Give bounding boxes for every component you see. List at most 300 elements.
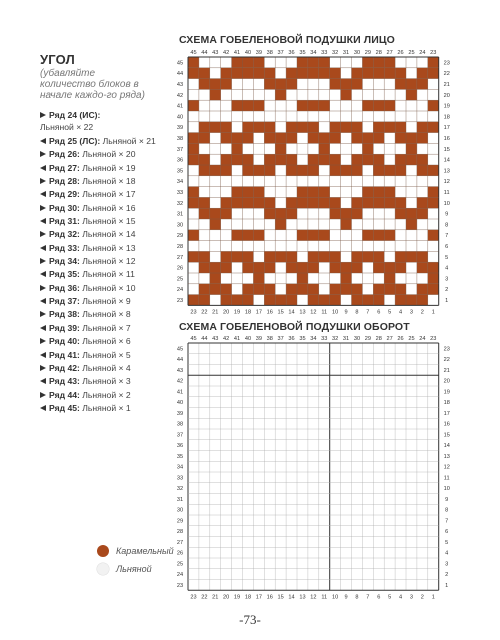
column-number-bottom: 16 [266,594,273,601]
pattern-cell-caramel [330,79,341,90]
pattern-cell-caramel [286,208,297,219]
pattern-cell-caramel [373,122,384,133]
pattern-cell-caramel [221,208,232,219]
column-number-top: 32 [332,50,339,56]
row-label: Ряд 42: [49,362,80,373]
row-instruction [40,322,180,335]
column-number-bottom: 19 [233,309,241,316]
row-number-right: 14 [443,443,450,450]
row-number-left: 42 [176,92,184,99]
row-number-right: 15 [443,146,450,153]
arrow-left-icon [40,352,46,358]
pattern-cell-caramel [275,89,286,100]
arrow-right-icon [40,311,46,317]
pattern-cell-caramel [341,262,352,273]
pattern-cell-caramel [352,122,363,133]
column-number-bottom: 7 [366,309,370,316]
column-number-top: 23 [430,50,437,56]
pattern-cell-caramel [297,57,308,68]
pattern-cell-caramel [199,79,210,90]
pattern-cell-caramel [243,284,254,295]
pattern-cell-caramel [297,165,308,176]
column-number-bottom: 12 [310,309,317,316]
pattern-cell-caramel [286,165,297,176]
row-number-right: 16 [443,136,450,142]
column-number-top: 23 [430,336,437,342]
pattern-cell-caramel [264,68,275,79]
pattern-cell-caramel [199,295,210,306]
pattern-cell-caramel [384,68,395,79]
pattern-cell-caramel [428,273,439,284]
row-number-right: 17 [443,410,450,417]
column-number-top: 41 [233,336,241,342]
pattern-cell-caramel [341,79,352,90]
row-instruction [40,188,180,201]
pattern-cell-caramel [308,295,319,306]
row-number-left: 31 [176,211,184,218]
arrow-left-icon [40,245,46,251]
front-pattern-chart [170,42,450,316]
column-number-bottom: 23 [190,309,197,316]
row-number-left: 33 [176,475,184,482]
pattern-cell-caramel [362,68,373,79]
row-label: Ряд 34: [49,256,80,267]
column-number-top: 38 [266,50,273,56]
row-number-right: 5 [445,539,449,546]
linen-swatch [97,563,109,575]
row-value: Льняной × 18 [82,176,136,187]
pattern-cell-caramel [417,154,428,165]
row-number-left: 38 [176,136,184,142]
row-value: Льняной × 8 [82,309,131,320]
column-number-bottom: 5 [388,309,392,316]
pattern-cell-caramel [199,262,210,273]
pattern-cell-caramel [264,208,275,219]
column-number-top: 42 [223,50,230,56]
pattern-cell-caramel [428,187,439,198]
pattern-cell-caramel [352,262,363,273]
row-label: Ряд 45: [49,402,80,413]
row-number-right: 5 [445,254,449,261]
pattern-cell-caramel [199,251,210,262]
pattern-cell-caramel [417,122,428,133]
pattern-cell-caramel [417,208,428,219]
row-label: Ряд 35: [49,269,80,280]
pattern-cell-caramel [232,68,243,79]
pattern-cell-caramel [395,165,406,176]
pattern-cell-caramel [373,165,384,176]
pattern-cell-caramel [308,154,319,165]
row-value: Льняной × 5 [82,349,131,360]
column-number-bottom: 13 [299,594,306,601]
pattern-cell-caramel [330,165,341,176]
pattern-cell-caramel [428,262,439,273]
pattern-cell-caramel [221,133,232,144]
pattern-cell-caramel [253,262,264,273]
row-number-left: 32 [176,200,184,207]
row-number-right: 3 [445,276,449,283]
column-number-top: 41 [233,50,241,56]
pattern-cell-caramel [319,57,330,68]
row-list [40,135,180,415]
column-number-bottom: 11 [321,594,328,601]
row-number-left: 31 [176,496,184,503]
column-number-bottom: 6 [377,309,381,316]
pattern-cell-caramel [330,68,341,79]
row-instruction [40,162,180,175]
pattern-cell-caramel [199,197,210,208]
row-number-right: 8 [445,222,449,229]
column-number-top: 40 [244,50,252,56]
pattern-cell-caramel [210,273,221,284]
row-number-right: 11 [443,190,450,196]
back-pattern-chart [170,332,450,602]
arrow-left-icon [40,271,46,277]
pattern-cell-caramel [243,197,254,208]
pattern-cell-caramel [417,68,428,79]
column-number-top: 27 [386,50,393,56]
row-number-left: 25 [176,561,184,568]
pattern-cell-caramel [221,122,232,133]
pattern-cell-caramel [330,295,341,306]
column-number-bottom: 13 [299,309,306,316]
row-number-right: 9 [445,211,449,218]
pattern-cell-caramel [384,197,395,208]
pattern-cell-caramel [188,100,199,111]
column-number-bottom: 19 [233,594,241,601]
row-instruction [40,375,180,388]
pattern-cell-caramel [384,284,395,295]
row-number-right: 1 [445,298,449,304]
pattern-cell-caramel [352,251,363,262]
row-number-right: 20 [443,378,450,385]
column-number-top: 31 [342,50,350,56]
pattern-cell-caramel [362,295,373,306]
pattern-cell-caramel [297,100,308,111]
row-number-right: 13 [443,453,450,460]
pattern-cell-caramel [297,197,308,208]
pattern-cell-caramel [308,165,319,176]
pattern-cell-caramel [308,230,319,241]
column-number-bottom: 9 [344,594,348,601]
pattern-cell-caramel [330,284,341,295]
row-instruction [40,135,180,148]
pattern-cell-caramel [373,154,384,165]
pattern-cell-caramel [188,251,199,262]
pattern-cell-caramel [297,273,308,284]
row-value: Льняной × 13 [82,242,136,253]
column-number-top: 29 [364,336,371,342]
column-number-bottom: 12 [310,594,317,601]
pattern-cell-caramel [428,284,439,295]
arrow-left-icon [40,325,46,331]
row-label: Ряд 32: [49,229,80,240]
pattern-cell-caramel [362,251,373,262]
pattern-cell-caramel [264,295,275,306]
pattern-cell-caramel [253,68,264,79]
pattern-cell-caramel [362,133,373,144]
row-number-right: 12 [443,179,450,186]
row-number-left: 37 [176,432,184,439]
pattern-cell-caramel [362,187,373,198]
pattern-cell-caramel [253,100,264,111]
pattern-cell-caramel [243,295,254,306]
pattern-cell-caramel [406,154,417,165]
row-number-right: 11 [443,475,450,482]
column-number-bottom: 20 [223,309,230,316]
column-number-top: 33 [321,336,328,342]
pattern-cell-caramel [417,284,428,295]
pattern-cell-caramel [373,68,384,79]
arrow-right-icon [40,231,46,237]
arrow-left-icon [40,298,46,304]
pattern-cell-caramel [417,251,428,262]
pattern-cell-caramel [373,187,384,198]
row-instruction [40,402,180,415]
column-number-top: 30 [353,336,361,342]
pattern-cell-caramel [188,133,199,144]
row-label: Ряд 26: [49,149,80,160]
pattern-cell-caramel [352,197,363,208]
pattern-cell-caramel [253,284,264,295]
pattern-cell-caramel [210,262,221,273]
row-number-left: 43 [176,367,184,374]
row-label: Ряд 38: [49,309,80,320]
row-instruction [40,362,180,375]
pattern-cell-caramel [308,284,319,295]
pattern-cell-caramel [417,165,428,176]
row-number-right: 6 [445,529,449,536]
pattern-cell-caramel [352,284,363,295]
row-number-left: 29 [176,518,184,525]
pattern-cell-caramel [384,57,395,68]
pattern-cell-caramel [406,219,417,230]
pattern-cell-caramel [395,295,406,306]
pattern-cell-caramel [253,165,264,176]
row-number-left: 26 [176,265,184,272]
pattern-cell-caramel [406,89,417,100]
row-number-left: 42 [176,378,184,385]
row-value: Льняной × 1 [82,402,131,413]
pattern-cell-caramel [341,165,352,176]
pattern-cell-caramel [384,230,395,241]
pattern-cell-caramel [286,251,297,262]
row-24-value: Льняной × 22 [40,122,94,132]
column-number-top: 35 [299,50,306,56]
column-number-top: 43 [212,50,219,56]
arrow-right-icon [40,112,46,118]
pattern-cell-caramel [417,133,428,144]
row-number-left: 27 [176,254,184,261]
arrow-right-icon [40,151,46,157]
pattern-cell-caramel [253,230,264,241]
row-number-left: 34 [176,464,184,471]
pattern-cell-caramel [188,187,199,198]
pattern-cell-caramel [395,284,406,295]
pattern-cell-caramel [232,230,243,241]
row-24 [40,109,180,121]
pattern-cell-caramel [243,230,254,241]
column-number-bottom: 7 [366,594,370,601]
row-number-right: 18 [443,400,450,407]
row-value: Льняной × 10 [82,282,136,293]
pattern-cell-caramel [286,262,297,273]
pattern-cell-caramel [395,79,406,90]
pattern-cell-caramel [232,187,243,198]
column-number-top: 40 [244,336,252,342]
pattern-cell-caramel [319,187,330,198]
column-number-top: 26 [397,50,404,56]
pattern-cell-caramel [406,143,417,154]
column-number-top: 26 [397,336,404,342]
pattern-cell-caramel [352,68,363,79]
column-number-top: 39 [255,336,262,342]
back-chart-title: СХЕМА ГОБЕЛЕНОВОЙ ПОДУШКИ ОБОРОТ [179,321,410,333]
row-value: Льняной × 9 [82,296,131,307]
column-number-top: 30 [353,50,361,56]
row-instruction [40,335,180,348]
pattern-cell-caramel [286,154,297,165]
row-number-left: 45 [176,346,184,353]
pattern-cell-caramel [210,219,221,230]
pattern-cell-caramel [362,154,373,165]
pattern-cell-caramel [308,57,319,68]
row-instruction [40,242,180,255]
row-number-right: 7 [445,518,449,525]
arrow-left-icon [40,165,46,171]
pattern-cell-caramel [253,57,264,68]
pattern-cell-caramel [232,133,243,144]
pattern-cell-caramel [297,284,308,295]
row-number-right: 8 [445,507,449,514]
pattern-cell-caramel [330,262,341,273]
row-value: Льняной × 16 [82,202,136,213]
row-number-left: 28 [176,529,184,536]
pattern-cell-caramel [286,295,297,306]
pattern-cell-caramel [330,251,341,262]
column-number-top: 33 [321,50,328,56]
pattern-cell-caramel [210,89,221,100]
pattern-cell-caramel [319,100,330,111]
pattern-cell-caramel [352,133,363,144]
pattern-cell-caramel [362,57,373,68]
row-number-right: 7 [445,233,449,240]
pattern-cell-caramel [188,57,199,68]
row-number-left: 44 [176,71,184,78]
pattern-cell-caramel [188,197,199,208]
row-instruction [40,175,180,188]
pattern-cell-caramel [352,154,363,165]
arrow-right-icon [40,392,46,398]
pattern-cell-caramel [243,262,254,273]
row-number-right: 22 [443,71,450,78]
pattern-cell-caramel [373,197,384,208]
pattern-cell-caramel [286,197,297,208]
row-number-right: 13 [443,168,450,175]
pattern-cell-caramel [395,68,406,79]
pattern-cell-caramel [243,68,254,79]
pattern-cell-caramel [395,251,406,262]
column-number-bottom: 15 [277,594,284,601]
pattern-cell-caramel [319,133,330,144]
column-number-bottom: 10 [332,309,339,316]
pattern-cell-caramel [210,284,221,295]
row-label: Ряд 33: [49,242,80,253]
row-number-left: 23 [176,582,184,589]
row-instruction [40,202,180,215]
row-instruction [40,148,180,161]
pattern-cell-caramel [232,154,243,165]
pattern-cell-caramel [341,284,352,295]
pattern-cell-caramel [275,79,286,90]
column-number-top: 27 [386,336,393,342]
pattern-cell-caramel [319,143,330,154]
pattern-cell-caramel [395,262,406,273]
pattern-cell-caramel [264,165,275,176]
row-value: Льняной × 4 [82,362,131,373]
pattern-cell-caramel [319,295,330,306]
row-value: Льняной × 14 [82,229,136,240]
row-value: Льняной × 12 [82,256,136,267]
column-number-bottom: 17 [255,594,262,601]
column-number-top: 28 [375,50,382,56]
pattern-cell-caramel [297,68,308,79]
pattern-cell-caramel [308,251,319,262]
pattern-cell-caramel [297,187,308,198]
column-number-top: 44 [201,336,208,342]
row-number-right: 12 [443,464,450,471]
row-label: Ряд 39: [49,322,80,333]
row-number-right: 2 [445,572,449,579]
pattern-cell-caramel [221,154,232,165]
pattern-cell-caramel [330,154,341,165]
row-label: Ряд 24 (ИС): [49,110,101,120]
row-number-right: 1 [445,582,449,589]
pattern-cell-caramel [264,122,275,133]
pattern-cell-caramel [297,262,308,273]
column-number-top: 37 [277,50,284,56]
pattern-cell-caramel [373,284,384,295]
pattern-cell-caramel [373,251,384,262]
column-number-bottom: 2 [420,309,424,316]
pattern-cell-caramel [221,251,232,262]
column-number-bottom: 21 [212,309,219,316]
arrow-left-icon [40,191,46,197]
instructions-panel [40,52,180,415]
pattern-cell-caramel [232,295,243,306]
pattern-cell-caramel [188,295,199,306]
row-instruction [40,282,180,295]
pattern-cell-caramel [395,197,406,208]
row-number-left: 36 [176,157,184,164]
row-number-left: 45 [176,60,184,67]
pattern-cell-caramel [210,122,221,133]
row-number-left: 27 [176,539,184,546]
pattern-cell-caramel [308,262,319,273]
column-number-bottom: 6 [377,594,381,601]
column-number-top: 32 [332,336,339,342]
row-instruction [40,255,180,268]
column-number-top: 28 [375,336,382,342]
pattern-cell-caramel [243,133,254,144]
column-number-top: 36 [288,50,295,56]
pattern-cell-caramel [286,133,297,144]
pattern-cell-caramel [275,154,286,165]
pattern-cell-caramel [188,68,199,79]
row-number-left: 40 [176,400,184,407]
row-number-right: 4 [445,550,449,557]
pattern-cell-caramel [330,133,341,144]
